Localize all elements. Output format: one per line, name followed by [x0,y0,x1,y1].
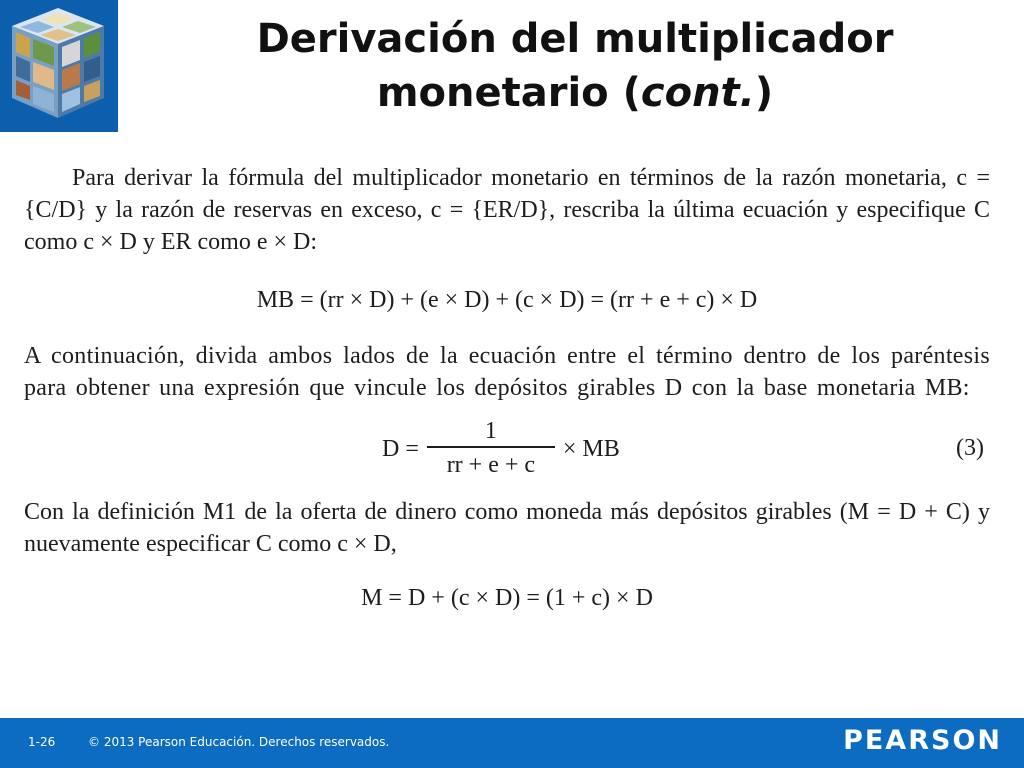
paragraph-2: A continuación, divida ambos lados de la ecuación entre el término dentro de los paréntesis para obtener una expresión que vincule los depósitos girables D con la base monetaria MB: [24,343,990,401]
equation-d-expression [382,414,620,484]
slide-title-line2-prefix: monetario ( [376,70,641,116]
equation-d-numerator: 1 [484,418,497,444]
equation-d [24,414,990,484]
equation-m: M = D + (c × D) = (1 + c) × D [361,585,653,611]
equation-d-lhs: D = [382,436,419,462]
footer-bar [0,718,1024,768]
slide-title-line2-suffix: ) [754,70,774,116]
copyright-text: © 2013 Pearson Educación. Derechos reservados. [88,735,390,749]
paragraph-3: Con la definición M1 de la oferta de dinero como moneda más depósitos girables (M = D + C) y nuevamente especificar C como c × D, [24,499,990,557]
cube-logo [0,0,118,132]
pearson-logo: PEARSON [843,725,1002,756]
paragraph-1: Para derivar la fórmula del multiplicador monetario en términos de la razón monetaria, c = {C/D} y la razón de reservas en exceso, c = {ER/D}, rescriba la última ecuación y especifique C como c × D y ER como e × D: [24,165,990,255]
equation-number: (3) [956,435,984,461]
slide-title-line1: Derivación del multiplicador [256,16,894,62]
slide-title [140,12,1010,120]
slide-title-line2-italic: cont. [640,70,755,116]
equation-d-denominator: rr + e + c [446,452,536,478]
page-number: 1-26 [28,735,56,749]
slide-title-line2 [140,66,1010,120]
equation-mb: MB = (rr × D) + (e × D) + (c × D) = (rr + e + c) × D [256,287,758,313]
slide-body [24,162,990,614]
equation-d-fraction [427,416,555,482]
equation-d-rhs: × MB [562,436,620,462]
cube-logo-graphic [0,0,118,132]
